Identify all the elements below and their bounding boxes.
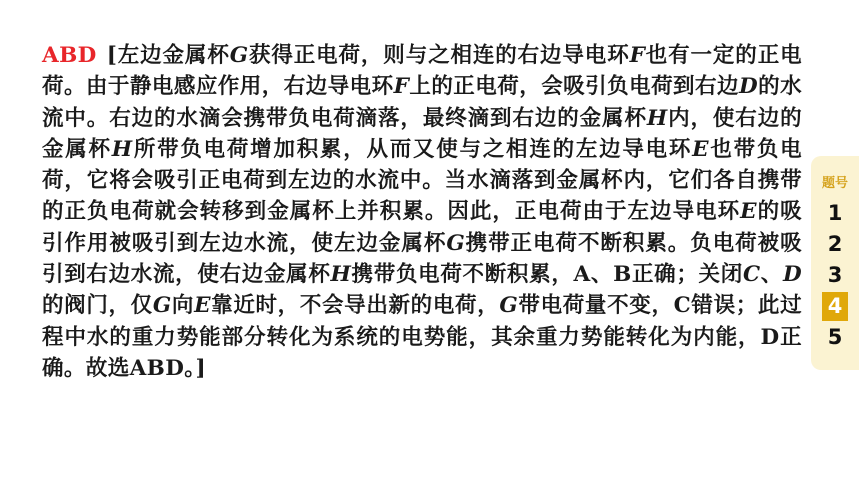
variable: G [446,230,466,256]
text-segment: 的吸引作用被吸引到左边水流，使左边金属杯 [42,199,802,256]
variable: H [111,136,133,162]
variable: E [692,136,709,162]
explanation-text [42,40,802,384]
variable: H [646,105,668,131]
text-segment: 向 [171,293,195,319]
question-nav-item-3[interactable]: 3 [827,263,843,287]
variable: E [740,199,757,225]
question-nav-item-5[interactable]: 5 [827,325,843,349]
text-segment: 上的正电荷，会吸引负电荷到右边 [409,74,739,100]
text-segment: 的水流中。右边的水滴会携带负电荷滴落，最终滴到右边的金属杯 [42,74,802,131]
variable: E [194,293,211,319]
question-nav [811,156,859,370]
text-segment: 带电荷量不变，C错误；此过程中水的重力势能部分转化为系统的电势能，其余重力势能转化为内能，D正确。故选ABD。] [42,293,802,381]
variable: D [782,262,802,288]
answer-label: ABD [42,43,97,68]
text-segment: 靠近时，不会导出新的电荷， [210,293,500,319]
text-segment: 也带负电荷，它将会吸引正电荷到左边的水流中。当水滴落到金属杯内，它们各自携带的正负电荷就会转移到金属杯上并积累。因此，正电荷由于左边导电环 [42,136,802,225]
variable: G [499,293,519,319]
question-nav-item-4-active[interactable]: 4 [822,292,848,321]
question-nav-title: 题号 [821,176,848,191]
text-segment: [左边金属杯 [106,43,230,68]
question-nav-item-1[interactable]: 1 [827,201,843,225]
variable: G [152,293,172,319]
variable: F [393,74,410,100]
variable: G [229,43,249,68]
variable: D [738,74,759,100]
text-segment: 、 [760,262,783,288]
text-segment: 携带负电荷不断积累，A、B正确；关闭 [351,262,743,288]
text-segment: 携带正电荷不断积累。负电荷被吸引到右边水流，使右边金属杯 [42,230,802,288]
text-segment: 的阀门，仅 [42,293,153,319]
text-segment: 也有一定的正电荷。由于静电感应作用，右边导电环 [42,43,802,100]
variable: C [742,262,761,288]
text-segment: 获得正电荷，则与之相连的右边导电环 [248,43,630,68]
variable: H [330,262,352,288]
text-segment: 所带负电荷增加积累，从而又使与之相连的左边导电环 [132,136,693,162]
variable: F [629,43,646,68]
text-segment: 内，使右边的金属杯 [42,105,802,162]
question-nav-item-2[interactable]: 2 [827,232,843,256]
